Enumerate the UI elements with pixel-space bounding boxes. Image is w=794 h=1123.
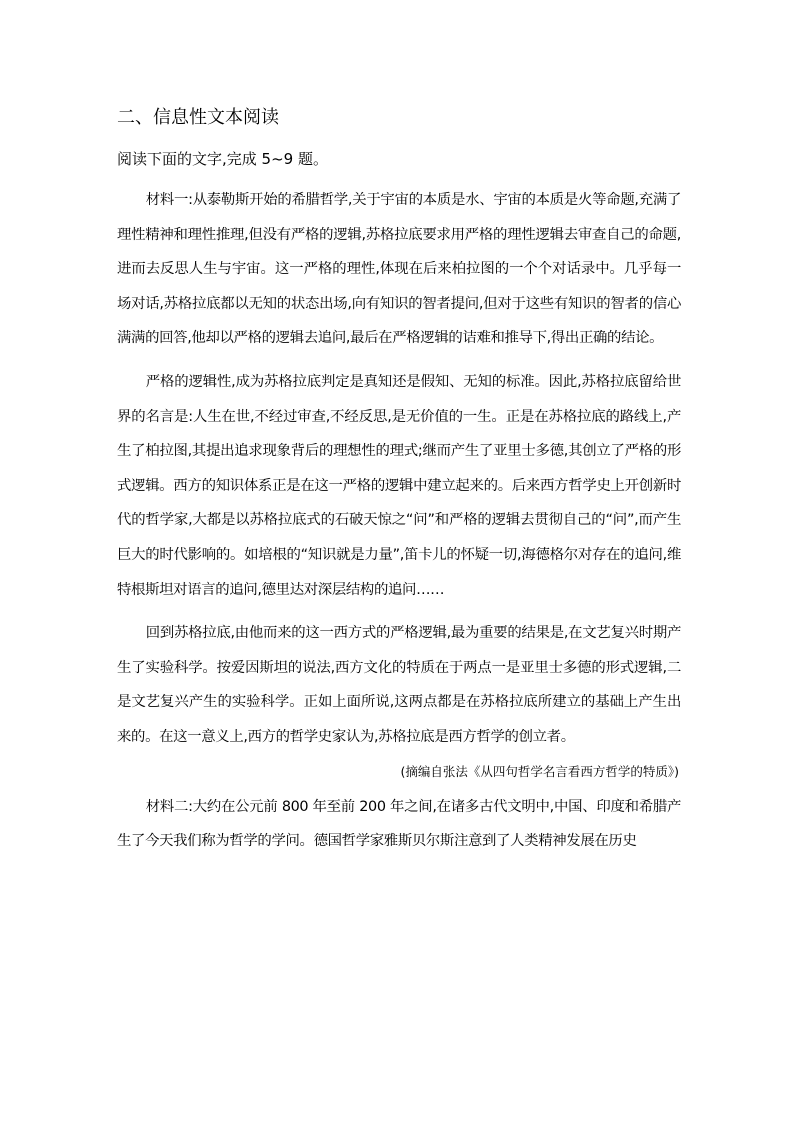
- passage-paragraph: 材料一:从泰勒斯开始的希腊哲学,关于宇宙的本质是水、宇宙的本质是火等命题,充满了理性精神和理性推理,但没有严格的逻辑,苏格拉底要求用严格的理性逻辑去审查自己的命题,进而去反思人生与宇宙。这一严格的理性,体现在后来柏拉图的一个个对话录中。几乎每一场对话,苏格拉底都以无知的状态出场,向有知识的智者提问,但对于这些有知识的智者的信心满满的回答,他却以严格的逻辑去追问,最后在严格逻辑的诘难和推导下,得出正确的结论。: [117, 192, 681, 347]
- reading-instruction: 阅读下面的文字,完成 5~9 题。: [117, 150, 328, 168]
- source-citation: (摘编自张法《从四句哲学名言看西方哲学的特质》): [400, 763, 679, 779]
- section-title: 二、信息性文本阅读: [117, 107, 279, 128]
- passage-paragraph: 回到苏格拉底,由他而来的这一西方式的严格逻辑,最为重要的结果是,在文艺复兴时期产生了实验科学。按爱因斯坦的说法,西方文化的特质在于两点一是亚里士多德的形式逻辑,二是文艺复兴产生的实验科学。正如上面所说,这两点都是在苏格拉底所建立的基础上产生出来的。在这一意义上,西方的哲学史家认为,苏格拉底是西方哲学的创立者。: [117, 625, 681, 745]
- passage-paragraph: 材料二:大约在公元前 800 年至前 200 年之间,在诸多古代文明中,中国、印度和希腊产生了今天我们称为哲学的学问。德国哲学家雅斯贝尔斯注意到了人类精神发展在历史: [117, 798, 681, 850]
- reading-passage: [117, 183, 681, 859]
- passage-paragraph: 严格的逻辑性,成为苏格拉底判定是真知还是假知、无知的标准。因此,苏格拉底留给世界的名言是:人生在世,不经过审查,不经反思,是无价值的一生。正是在苏格拉底的路线上,产生了柏拉图,其提出追求现象背后的理想性的理式;继而产生了亚里士多德,其创立了严格的形式逻辑。西方的知识体系正是在这一严格的逻辑中建立起来的。后来西方哲学史上开创新时代的哲学家,大都是以苏格拉底式的石破天惊之“问”和严格的逻辑去贯彻自己的“问”,而产生巨大的时代影响的。如培根的“知识就是力量”,笛卡儿的怀疑一切,海德格尔对存在的追问,维特根斯坦对语言的追问,德里达对深层结构的追问……: [117, 373, 681, 598]
